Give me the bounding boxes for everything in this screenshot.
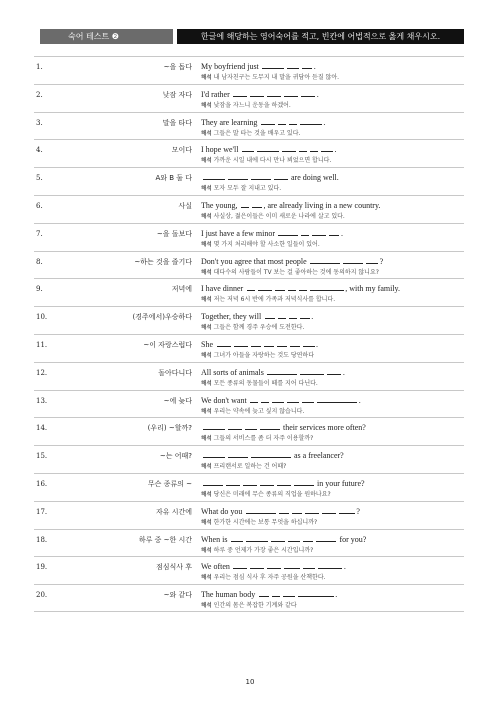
answer-blank[interactable] xyxy=(250,89,264,97)
translation-tag: 해석 xyxy=(201,213,212,220)
translation xyxy=(201,322,304,331)
sentence-text: in your future? xyxy=(315,478,365,488)
answer-blank[interactable] xyxy=(261,395,269,403)
answer-blank[interactable] xyxy=(321,144,333,152)
question-row xyxy=(34,529,464,557)
answer-blank[interactable] xyxy=(267,561,281,569)
answer-blank[interactable] xyxy=(251,172,271,180)
sentence-text: their services more often? xyxy=(281,423,366,433)
answer-blank[interactable] xyxy=(274,172,288,180)
question-row xyxy=(34,278,464,306)
korean-idiom-meaning: ~와 같다 xyxy=(163,591,192,600)
sentence-text: . xyxy=(358,395,361,405)
question-row xyxy=(34,417,464,445)
answer-blank[interactable] xyxy=(303,534,313,542)
answer-blank[interactable] xyxy=(272,395,284,403)
question-row xyxy=(34,445,464,473)
translation-tag: 해석 xyxy=(201,436,212,443)
translation-tag: 해석 xyxy=(201,603,212,610)
answer-blank[interactable] xyxy=(265,311,275,319)
question-number: 11. xyxy=(36,340,48,349)
answer-blank[interactable] xyxy=(261,117,275,125)
translation-tag: 해석 xyxy=(201,408,212,415)
sentence-text: . xyxy=(340,228,343,238)
korean-idiom-meaning: ~하는 것을 즐기다 xyxy=(134,257,192,266)
answer-blank[interactable] xyxy=(267,367,297,375)
korean-idiom-meaning: ~는 어때? xyxy=(159,452,192,461)
translation-tag: 해석 xyxy=(201,575,212,582)
answer-blank[interactable] xyxy=(228,172,248,180)
translation-text: 그들의 서비스를 좀 더 자주 이용할까? xyxy=(213,435,314,443)
sentence-text: All sorts of animals xyxy=(201,367,266,377)
answer-blank[interactable] xyxy=(203,422,225,430)
answer-blank[interactable] xyxy=(245,422,257,430)
korean-idiom-meaning: ~이 자랑스럽다 xyxy=(143,340,192,349)
answer-blank[interactable] xyxy=(217,339,231,347)
korean-idiom-meaning: (우리) ~할까? xyxy=(147,424,192,433)
translation-tag: 해석 xyxy=(201,102,212,109)
answer-blank[interactable] xyxy=(257,144,279,152)
answer-blank[interactable] xyxy=(318,561,342,569)
question-row xyxy=(34,195,464,223)
translation-tag: 해석 xyxy=(201,491,212,498)
english-sentence xyxy=(201,450,344,460)
answer-blank[interactable] xyxy=(294,478,314,486)
answer-blank[interactable] xyxy=(203,450,225,458)
question-number: 16. xyxy=(36,479,48,488)
translation-text: 대다수의 사람들이 TV 보는 걸 좋아하는 것에 동의하지 않니요? xyxy=(213,268,379,276)
sentence-text: . xyxy=(313,62,316,71)
translation xyxy=(201,489,331,498)
translation-text: 우리는 점심 식사 후 자주 공원을 산책한다. xyxy=(213,574,326,582)
sentence-text: ? xyxy=(379,256,384,266)
answer-blank[interactable] xyxy=(251,450,291,458)
answer-blank[interactable] xyxy=(250,561,264,569)
question-row xyxy=(34,251,464,279)
question-row xyxy=(34,501,464,529)
question-row xyxy=(34,306,464,334)
sentence-text: We often xyxy=(201,562,232,572)
translation-text: 인간의 몸은 복잡한 기계와 같다 xyxy=(213,602,297,610)
translation xyxy=(201,517,317,526)
answer-blank[interactable] xyxy=(246,534,268,542)
english-sentence xyxy=(201,228,343,238)
translation xyxy=(201,572,326,581)
sentence-text: I'd rather xyxy=(201,89,232,99)
translation-tag: 해석 xyxy=(201,519,212,526)
answer-blank[interactable] xyxy=(316,534,336,542)
sentence-text: The young, xyxy=(201,200,240,210)
translation xyxy=(201,378,318,387)
question-number: 17. xyxy=(36,507,48,516)
english-sentence xyxy=(201,395,361,405)
answer-blank[interactable] xyxy=(264,339,274,347)
answer-blank[interactable] xyxy=(233,89,247,97)
answer-blank[interactable] xyxy=(203,172,225,180)
sentence-text: The human body xyxy=(201,590,258,600)
translation-tag: 해석 xyxy=(201,380,212,387)
english-sentence xyxy=(201,422,366,432)
answer-blank[interactable] xyxy=(300,117,322,125)
answer-blank[interactable] xyxy=(301,89,315,97)
translation xyxy=(201,211,345,220)
test-tag: 숙어 테스트 ❷ xyxy=(40,29,173,44)
english-sentence xyxy=(201,172,339,182)
translation-text: 그녀가 아들을 자랑하는 것도 당연하다 xyxy=(213,351,315,359)
english-sentence xyxy=(201,61,316,71)
answer-blank[interactable] xyxy=(251,339,261,347)
answer-blank[interactable] xyxy=(298,589,334,597)
answer-blank[interactable] xyxy=(231,534,243,542)
answer-blank[interactable] xyxy=(287,395,299,403)
korean-idiom-meaning: 하루 중 ~한 시간 xyxy=(138,535,192,544)
answer-blank[interactable] xyxy=(305,506,319,514)
translation-tag: 해석 xyxy=(201,269,212,276)
translation xyxy=(201,294,335,303)
translation xyxy=(201,72,339,81)
question-row xyxy=(34,56,464,84)
answer-blank[interactable] xyxy=(310,144,318,152)
question-number: 20. xyxy=(36,591,48,600)
translation-tag: 해석 xyxy=(201,325,212,332)
translation-text: 사실상, 젊은이들은 이미 새로운 나라에 살고 있다. xyxy=(213,212,345,220)
question-row xyxy=(34,473,464,501)
question-number: 19. xyxy=(36,563,48,572)
sentence-text: . xyxy=(334,145,337,155)
question-number: 10. xyxy=(36,313,48,322)
sentence-text: When is xyxy=(201,534,230,544)
english-sentence xyxy=(201,200,380,210)
question-number: 8. xyxy=(36,257,43,266)
translation xyxy=(201,461,286,470)
question-row xyxy=(34,167,464,195)
english-sentence xyxy=(201,283,400,293)
question-number: 1. xyxy=(36,63,43,71)
sentence-text: as a freelancer? xyxy=(292,451,344,461)
answer-blank[interactable] xyxy=(339,506,355,514)
answer-blank[interactable] xyxy=(310,256,340,264)
answer-blank[interactable] xyxy=(289,311,297,319)
answer-blank[interactable] xyxy=(327,367,341,375)
translation-text: 저는 저녁 6시 반에 가족과 저녁식사를 합니다. xyxy=(213,296,336,304)
answer-blank[interactable] xyxy=(302,61,312,69)
translation-text: 모든 종류의 동물들이 떼를 지어 다닌다. xyxy=(213,379,318,387)
question-number: 5. xyxy=(36,174,43,183)
answer-blank[interactable] xyxy=(366,256,378,264)
translation-tag: 해석 xyxy=(201,75,212,81)
translation-text: 내 남자친구는 도무지 내 말을 귀담아 듣질 않아. xyxy=(213,74,340,81)
translation-tag: 해석 xyxy=(201,241,212,248)
answer-blank[interactable] xyxy=(303,339,315,347)
question-row xyxy=(34,112,464,140)
korean-idiom-meaning: 점심식사 후 xyxy=(155,563,192,572)
korean-idiom-meaning: 말을 타다 xyxy=(162,118,192,127)
answer-blank[interactable] xyxy=(329,228,339,236)
sentence-text: . xyxy=(343,562,346,572)
answer-blank[interactable] xyxy=(284,89,298,97)
answer-blank[interactable] xyxy=(299,283,307,291)
sentence-text: for you? xyxy=(337,534,367,544)
instruction-banner: 한글에 해당하는 영어숙어를 적고, 빈칸에 어법적으로 옳게 채우시오. xyxy=(177,29,464,44)
translation xyxy=(201,267,379,276)
sentence-text: I hope we'll xyxy=(201,145,241,155)
answer-blank[interactable] xyxy=(243,478,257,486)
sentence-text: . xyxy=(342,367,345,377)
korean-idiom-meaning: 돌아다니다 xyxy=(158,368,192,377)
sentence-text: . xyxy=(316,89,319,99)
english-sentence xyxy=(201,589,337,599)
answer-blank[interactable] xyxy=(228,450,248,458)
answer-blank[interactable] xyxy=(290,339,300,347)
question-row xyxy=(34,362,464,390)
question-row xyxy=(34,223,464,251)
answer-blank[interactable] xyxy=(289,117,297,125)
translation xyxy=(201,100,291,109)
translation-tag: 해석 xyxy=(201,297,212,304)
korean-idiom-meaning: 낮잠 자다 xyxy=(162,90,192,99)
answer-blank[interactable] xyxy=(241,200,249,208)
sentence-text: , are already living in a new country. xyxy=(263,200,381,210)
answer-blank[interactable] xyxy=(259,589,269,597)
answer-blank[interactable] xyxy=(275,283,285,291)
answer-blank[interactable] xyxy=(279,506,289,514)
korean-idiom-meaning: 자유 시간에 xyxy=(155,507,192,516)
translation-text: 우리는 약속에 늦고 싶지 않습니다. xyxy=(213,407,305,415)
answer-blank[interactable] xyxy=(302,395,314,403)
answer-blank[interactable] xyxy=(250,395,258,403)
answer-blank[interactable] xyxy=(247,283,255,291)
answer-blank[interactable] xyxy=(292,506,302,514)
english-sentence xyxy=(201,256,383,266)
korean-idiom-meaning: (경주에서)우승하다 xyxy=(132,313,192,322)
sentence-text: They are learning xyxy=(201,117,260,127)
sentence-text: I have dinner xyxy=(201,284,246,294)
korean-idiom-meaning: ~을 돌보다 xyxy=(156,229,192,238)
question-number: 9. xyxy=(36,285,43,294)
translation-tag: 해석 xyxy=(201,352,212,359)
translation-text: 모자 모두 잘 지내고 있다. xyxy=(213,185,282,193)
korean-idiom-meaning: ~을 돕다 xyxy=(163,63,192,71)
answer-blank[interactable] xyxy=(310,283,344,291)
answer-blank[interactable] xyxy=(234,339,248,347)
question-number: 14. xyxy=(36,424,48,433)
translation xyxy=(201,545,313,554)
korean-idiom-meaning: A와 B 둘 다 xyxy=(155,174,192,183)
sentence-text: She xyxy=(201,339,215,349)
sentence-text: . xyxy=(311,312,314,322)
question-number: 18. xyxy=(36,535,48,544)
answer-blank[interactable] xyxy=(277,478,291,486)
sentence-text: . xyxy=(323,117,326,127)
answer-blank[interactable] xyxy=(303,561,315,569)
answer-blank[interactable] xyxy=(300,311,310,319)
sentence-text: I just have a few minor xyxy=(201,228,277,238)
answer-blank[interactable] xyxy=(317,395,357,403)
translation-tag: 해석 xyxy=(201,130,212,137)
translation xyxy=(201,155,331,164)
translation xyxy=(201,183,281,192)
question-number: 12. xyxy=(36,368,48,377)
question-row xyxy=(34,390,464,418)
korean-idiom-meaning: 사실 xyxy=(178,201,192,210)
answer-blank[interactable] xyxy=(260,478,274,486)
translation xyxy=(201,600,297,609)
question-number: 3. xyxy=(36,118,43,127)
sentence-text: . xyxy=(316,339,318,349)
question-number: 6. xyxy=(36,201,43,210)
answer-blank[interactable] xyxy=(203,478,223,486)
translation xyxy=(201,350,314,359)
translation-text: 몇 가지 처리해야 할 사소한 일들이 있어. xyxy=(213,240,320,248)
question-number: 15. xyxy=(36,452,48,461)
question-row xyxy=(34,334,464,362)
answer-blank[interactable] xyxy=(278,228,298,236)
question-number: 7. xyxy=(36,229,43,238)
translation-text: 낮잠을 자느니 운동을 하겠어. xyxy=(213,101,291,109)
question-row xyxy=(34,556,464,584)
translation xyxy=(201,128,300,137)
question-row xyxy=(34,84,464,112)
sentence-text: ? xyxy=(356,506,360,516)
translation-text: 가까운 시일 내에 다시 만나 뵈었으면 합니다. xyxy=(213,157,332,165)
answer-blank[interactable] xyxy=(267,89,281,97)
translation-text: 그들은 함께 경주 우승에 도전한다. xyxy=(213,324,305,332)
answer-blank[interactable] xyxy=(278,117,286,125)
page-number: 10 xyxy=(245,678,255,686)
english-sentence xyxy=(201,117,325,127)
answer-blank[interactable] xyxy=(252,200,262,208)
answer-blank[interactable] xyxy=(299,144,307,152)
sentence-text: Don't you agree that most people xyxy=(201,256,309,266)
answer-blank[interactable] xyxy=(322,506,336,514)
translation-tag: 해석 xyxy=(201,464,212,471)
translation-text: 그들은 말 타는 것을 배우고 있다. xyxy=(213,129,301,137)
answer-blank[interactable] xyxy=(283,589,295,597)
answer-blank[interactable] xyxy=(258,283,272,291)
answer-blank[interactable] xyxy=(228,422,242,430)
question-row xyxy=(34,584,464,612)
english-sentence xyxy=(201,534,366,544)
english-sentence xyxy=(201,561,346,571)
sentence-text: We don't want xyxy=(201,395,249,405)
english-sentence xyxy=(201,506,360,516)
sentence-text: Together, they will xyxy=(201,312,264,322)
korean-idiom-meaning: ~에 늦다 xyxy=(163,396,192,405)
english-sentence xyxy=(201,478,365,488)
answer-blank[interactable] xyxy=(282,144,296,152)
korean-idiom-meaning: 저녁에 xyxy=(171,285,192,294)
english-sentence xyxy=(201,367,345,377)
sentence-text: . xyxy=(335,590,338,600)
answer-blank[interactable] xyxy=(284,561,300,569)
korean-idiom-meaning: 무슨 종류의 ~ xyxy=(147,479,192,488)
answer-blank[interactable] xyxy=(246,506,276,514)
question-number: 2. xyxy=(36,90,43,99)
english-sentence xyxy=(201,339,318,349)
answer-blank[interactable] xyxy=(343,256,363,264)
translation-text: 프리랜서로 일하는 건 어때? xyxy=(213,463,287,471)
translation-text: 하루 중 언제가 가장 좋은 시간입니까? xyxy=(213,546,314,554)
sentence-text: are doing well. xyxy=(289,173,339,183)
translation-tag: 해석 xyxy=(201,186,212,193)
translation xyxy=(201,406,304,415)
translation xyxy=(201,433,313,442)
answer-blank[interactable] xyxy=(300,367,324,375)
english-sentence xyxy=(201,89,319,99)
answer-blank[interactable] xyxy=(301,228,309,236)
translation xyxy=(201,239,320,248)
translation-tag: 해석 xyxy=(201,158,212,165)
answer-blank[interactable] xyxy=(288,534,300,542)
sentence-text: My boyfriend just xyxy=(201,62,261,71)
translation-tag: 해석 xyxy=(201,547,212,554)
question-row xyxy=(34,139,464,167)
answer-blank[interactable] xyxy=(242,144,254,152)
sentence-text: What do you xyxy=(201,506,245,516)
answer-blank[interactable] xyxy=(288,283,296,291)
answer-blank[interactable] xyxy=(272,589,280,597)
korean-idiom-meaning: 모이다 xyxy=(171,146,192,155)
answer-blank[interactable] xyxy=(287,61,299,69)
answer-blank[interactable] xyxy=(271,534,285,542)
question-number: 4. xyxy=(36,146,43,155)
sentence-text: , with my family. xyxy=(345,284,401,294)
answer-blank[interactable] xyxy=(277,339,287,347)
question-list xyxy=(34,56,464,612)
translation-text: 한가한 시간에는 보통 무엇을 하십니까? xyxy=(213,518,318,526)
answer-blank[interactable] xyxy=(226,478,240,486)
answer-blank[interactable] xyxy=(312,228,326,236)
answer-blank[interactable] xyxy=(233,561,247,569)
answer-blank[interactable] xyxy=(278,311,286,319)
english-sentence xyxy=(201,311,313,321)
answer-blank[interactable] xyxy=(262,61,284,69)
question-number: 13. xyxy=(36,396,48,405)
english-sentence xyxy=(201,144,336,154)
answer-blank[interactable] xyxy=(260,422,280,430)
translation-text: 당신은 미래에 무슨 종류의 직업을 원하나요? xyxy=(213,490,331,498)
